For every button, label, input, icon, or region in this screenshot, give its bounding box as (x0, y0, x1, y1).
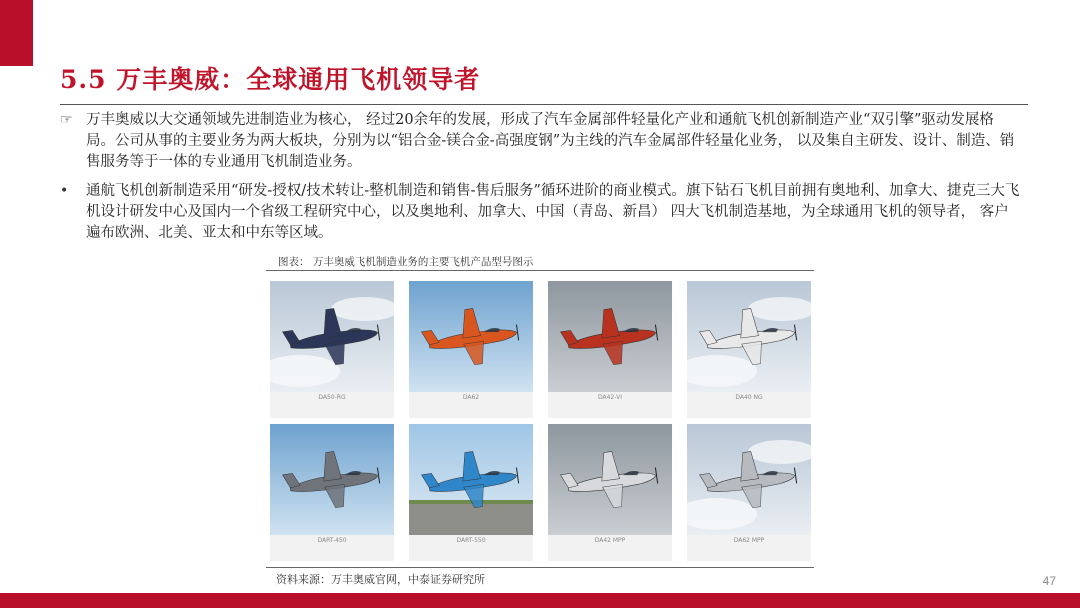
aircraft-model-label: DA50-RG (318, 394, 346, 401)
aircraft-photo-da62-mpp (687, 424, 811, 561)
page-title: 5.5 万丰奥威：全球通用飞机领导者 (60, 65, 481, 94)
bullet-text: 通航飞机创新制造采用“研发-授权/技术转让-整机制造和销售-售后服务”循环进阶的商业模式。旗下钻石飞机目前拥有奥地利、加拿大、捷克三大飞机设计研发中心及国内一个省级工程研究中心，以及奥地利、加拿大、中国（青岛、新昌） 四大飞机制造基地，为全球通用飞机的领导者， 客户遍布欧洲、北美、亚太和中东等区域。 (86, 183, 1020, 241)
bullet-list (60, 110, 1020, 252)
header-accent-bar (0, 0, 33, 66)
aircraft-photo-da40-ng (687, 281, 811, 418)
aircraft-illustration (270, 281, 394, 392)
aircraft-model-label: DA62 (462, 394, 480, 401)
figure-caption: 图表： 万丰奥威飞机制造业务的主要飞机产品型号图示 (278, 256, 534, 268)
bullet-dot-icon: • (60, 183, 69, 199)
aircraft-illustration (270, 424, 394, 535)
aircraft-model-label: DA40 NG (735, 394, 763, 401)
aircraft-model-label: DA42-VI (598, 394, 622, 401)
aircraft-photo-da62 (409, 281, 533, 418)
footer-accent-bar (0, 593, 1080, 608)
aircraft-image-grid (266, 271, 814, 567)
bullet-item-business-model (60, 181, 1020, 244)
aircraft-model-label: DA62 MPP (733, 537, 765, 544)
aircraft-illustration (548, 424, 672, 535)
aircraft-photo-da42-mpp (548, 424, 672, 561)
aircraft-model-label: DA42 MPP (594, 537, 626, 544)
pointing-hand-icon: ☞ (60, 112, 73, 128)
aircraft-model-label: DART-450 (317, 537, 347, 544)
aircraft-model-label: DART-550 (456, 537, 486, 544)
title-divider (60, 104, 1028, 105)
page-number: 47 (1042, 574, 1056, 588)
aircraft-illustration (409, 281, 533, 392)
aircraft-illustration (687, 424, 811, 535)
bullet-item-company-overview (60, 110, 1020, 173)
aircraft-photo-da42-vi (548, 281, 672, 418)
aircraft-illustration (548, 281, 672, 392)
bullet-text: 万丰奥威以大交通领域先进制造业为核心， 经过20余年的发展，形成了汽车金属部件轻量化产业和通航飞机创新制造产业“双引擎”驱动发展格局。公司从事的主要业务为两大板块，分别为以“铝合金-镁合金-高强度钢”为主线的汽车金属部件轻量化业务， 以及集自主研发、设计、制造、销售服务等于一体的专业通用飞机制造业务。 (86, 112, 1015, 170)
aircraft-photo-da50-rg (270, 281, 394, 418)
source-note: 资料来源：万丰奥威官网，中泰证券研究所 (276, 573, 485, 586)
aircraft-photo-dart-450 (270, 424, 394, 561)
figure-bottom-rule (266, 567, 814, 568)
aircraft-illustration (687, 281, 811, 392)
aircraft-photo-dart-550 (409, 424, 533, 561)
aircraft-illustration (409, 424, 533, 535)
